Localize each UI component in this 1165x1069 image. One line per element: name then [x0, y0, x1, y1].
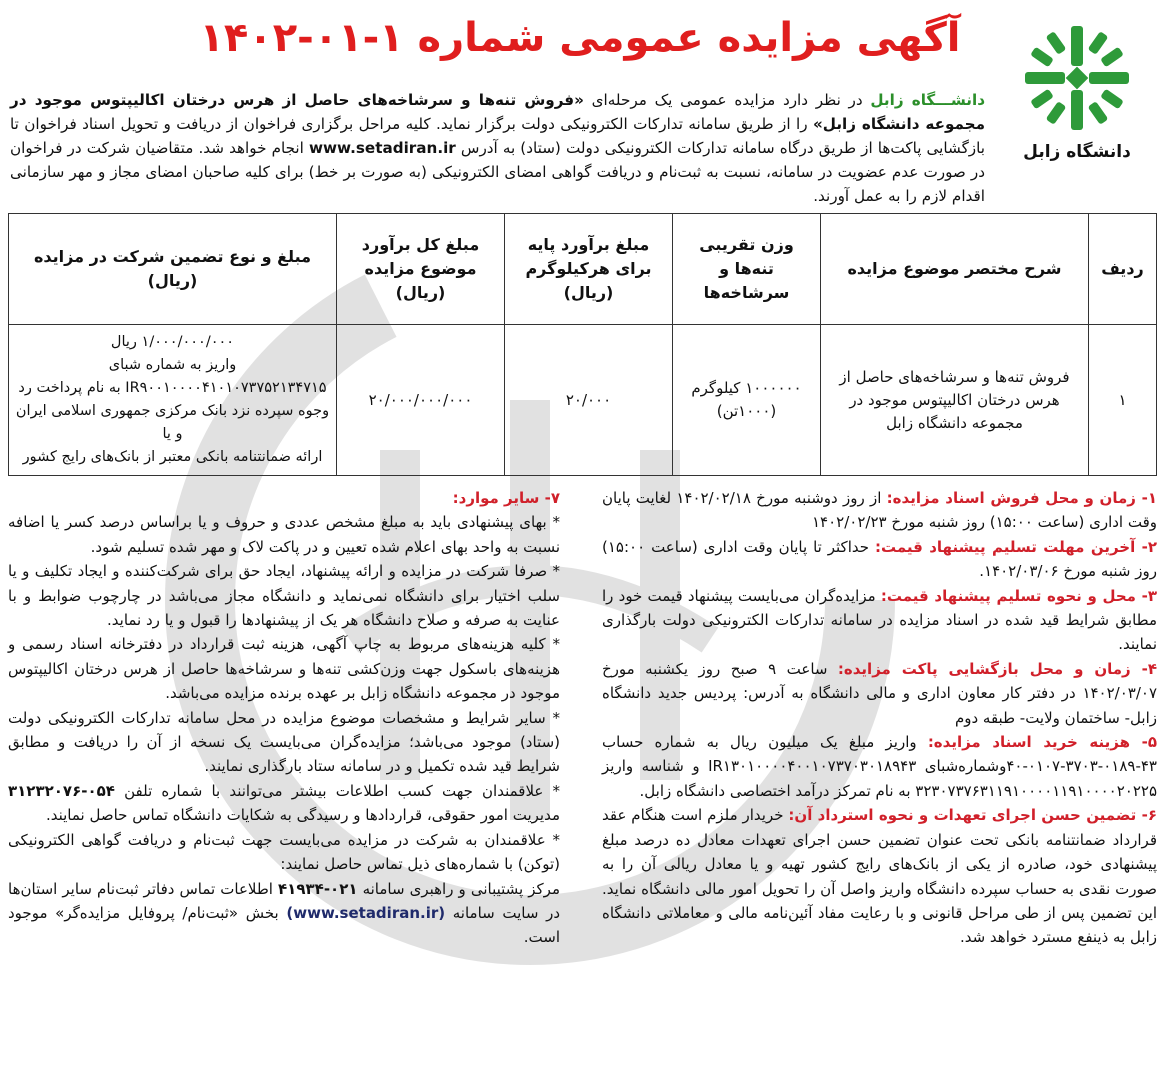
section-1-heading: ۱- زمان و محل فروش اسناد مزایده: [886, 489, 1157, 507]
guarantee-line-5: ارائه ضمانتنامه بانکی معتبر از بانک‌های رایج کشور [22, 449, 323, 465]
section-3-heading: ۳- محل و نحوه تسلیم پیشنهاد قیمت: [880, 586, 1157, 605]
header-row-number: ردیف [1089, 214, 1157, 325]
cell-total-price: ۲۰/۰۰۰/۰۰۰/۰۰۰ [337, 325, 505, 476]
section-6-heading: ۶- تضمین حسن اجرای تعهدات و نحوه استرداد آن: [788, 806, 1157, 825]
section-7-item-1: * بهای پیشنهادی باید به مبلغ مشخص عددی و حروف و یا براساس درصد کسر یا اضافه نسبت به واحد بهای اعلام شده تعیین و در پاکت لاک و مهر شده تسلیم شود. [8, 513, 560, 556]
header-description: شرح مختصر موضوع مزایده [821, 214, 1089, 325]
section-3-text: مزایده‌گران می‌بایست پیشنهاد قیمت خود را مطابق شرایط قید شده در اسناد مزایده در سامانه تدارکات الکترونیکی دولت بارگذاری نمایند. [602, 586, 1157, 654]
setad-website-link[interactable]: (www.setadiran.ir) [286, 903, 446, 922]
intro-text-1: در نظر دارد مزایده عمومی یک مرحله‌ای [583, 91, 871, 109]
item-7-text-a: مرکز پشتیبانی و راهبری سامانه [357, 879, 560, 898]
header-unit-price: مبلغ برآورد پایه برای هرکیلوگرم (ریال) [505, 214, 673, 325]
university-logo [997, 18, 1157, 178]
cell-row-number: ۱ [1089, 325, 1157, 476]
section-5-text: واریز مبلغ یک میلیون ریال به شماره حساب ۴۳-۰۱۸۹-۳۷۰۳-۰۱۰۷-۴۰و‌شماره‌شبای IR۱۳۰۱۰۰۰۰۴۰۰۱۰۷۳۷۰۳۰۱۸۹۴۳ و شناسه واریز ۳۲۳۰۷۳۷۶۳۱۱۹۱۰۰۰۰۱۱۹۱۰۰۰۰۲۰۲۲۵ به نام تمرکز درآمد اختصاصی دانشگاه زابل. [602, 733, 1157, 800]
table-row [9, 325, 1157, 476]
section-7-item-5 [8, 779, 560, 828]
guarantee-iban: IR۹۰۰۱۰۰۰۰۴۱۰۱۰۷۳۷۵۲۱۳۴۷۱۵ به نام پرداخت رد [18, 380, 327, 396]
item-7-text-c: بخش «ثبت‌نام/ پروفایل مزایده‌گر» موجود است. [8, 903, 560, 947]
item-5-text-b: مدیریت امور حقوقی، قراردادها و رسیدگی به شکایات دانشگاه تماس حاصل نمایند. [45, 806, 560, 825]
cell-guarantee [9, 325, 337, 476]
cell-weight-ton: (۱۰۰۰تن) [716, 402, 777, 420]
guarantee-line-4: وجوه سپرده نزد بانک مرکزی جمهوری اسلامی ایران و یا [15, 403, 330, 442]
guarantee-amount: ۱/۰۰۰/۰۰۰/۰۰۰ ریال [110, 334, 235, 350]
item-7-text-b: اطلاعات تماس دفاتر ثبت‌نام سایر استان‌ها در سایت سامانه [8, 879, 560, 922]
section-7-heading: ۷- سایر موارد: [452, 489, 560, 507]
legal-phone-number[interactable]: ۰۵۴-۳۱۲۳۲۰۷۶ [8, 781, 115, 800]
section-4-text: ساعت ۹ صبح روز یکشنبه مورخ ۱۴۰۲/۰۳/۰۷ در دفتر کار معاون اداری و مالی دانشگاه به آدرس: پردیس جدید دانشگاه زابل- ساختمان ولایت- طبقه دوم [602, 659, 1157, 727]
conditions-column-left [8, 486, 560, 950]
guarantee-line-2: واریز به شماره شبای [108, 357, 237, 373]
logo-caption: دانشگاه زابل [1023, 142, 1131, 162]
cell-weight-kg: ۱۰۰۰۰۰۰ کیلوگرم [691, 379, 802, 397]
section-7-item-4: * سایر شرایط و مشخصات موضوع مزایده در محل سامانه تدارکات الکترونیکی دولت (ستاد) موجود می‌باشد؛ مزایده‌گران می‌بایست یک نسخه از آن را دریافت و مطابق شرایط قید شده تکمیل و در سامانه ستاد بارگذاری نمایند. [8, 708, 560, 776]
section-7-item-2: * صرفا شرکت در مزایده و ارائه پیشنهاد، ایجاد حق برای شرکت‌کننده و ایجاد تکلیف و یا سلب اختیار برای دانشگاه نمی‌نماید و دانشگاه مجاز می‌باشد در چارچوب ضوابط و با عنایت به صرفه و صلاح دانشگاه هر یک از پیشنهادها را قبول و یا رد نماید. [8, 562, 560, 630]
section-2-text: حداکثر تا پایان وقت اداری (ساعت ۱۵:۰۰) روز شنبه مورخ ۱۴۰۲/۰۳/۰۶. [602, 537, 1157, 581]
section-7-item-3: * کلیه هزینه‌های مربوط به چاپ آگهی، هزینه ثبت قرارداد در دفترخانه اسناد رسمی و هزینه‌های باسکول جهت وزن‌کشی تنه‌ها و سرشاخه‌ها حاصل از هرس درختان اکالیپتوس موجود در مجموعه دانشگاه زابل بر عهده برنده مزایده می‌باشد. [8, 635, 560, 703]
section-4 [602, 657, 1157, 730]
auction-table [8, 213, 1157, 476]
section-7-item-7 [8, 877, 560, 950]
section-3 [602, 584, 1157, 657]
header-weight: وزن تقریبی تنه‌ها و سرشاخه‌ها [673, 214, 821, 325]
section-5-heading: ۵- هزینه خرید اسناد مزایده: [927, 733, 1157, 752]
section-5 [602, 730, 1157, 803]
section-6-text: خریدار ملزم است هنگام عقد قرارداد ضمانتنامه بانکی تحت عنوان تضمین حسن اجرای تعهدات معادل ده درصد مبلغ پیشنهادی خود، صادره از یکی از بانک‌های رایج کشور تهیه و یا معادل ریالی آن را به صورت نقدی به حساب سپرده دانشگاه واریز واصل آن را تحویل امور مالی دانشگاه نماید. این تضمین پس از طی مراحل قانونی و با رعایت مفاد آئین‌نامه مالی و معاملاتی دانشگاه زابل به ذینفع مسترد خواهد شد. [602, 806, 1157, 947]
university-logo-icon [1017, 18, 1137, 138]
section-7-item-6: * علاقمندان به شرکت در مزایده می‌بایست جهت ثبت‌نام و دریافت گواهی الکترونیکی (توکن) با شماره‌های ذیل تماس حاصل نمایند: [8, 830, 560, 874]
intro-lead: دانشـــگاه زابل [870, 91, 985, 109]
table-header-row [9, 214, 1157, 325]
cell-unit-price: ۲۰/۰۰۰ [505, 325, 673, 476]
header-guarantee: مبلغ و نوع تضمین شرکت در مزایده (ریال) [9, 214, 337, 325]
cell-description: فروش تنه‌ها و سرشاخه‌های حاصل از هرس درختان اکالیپتوس موجود در مجموعه دانشگاه زابل [821, 325, 1089, 476]
section-4-heading: ۴- زمان و محل بازگشایی پاکت مزایده: [837, 659, 1157, 678]
section-1-text: از روز دوشنبه مورخ ۱۴۰۲/۰۲/۱۸ لغایت پایان وقت اداری (ساعت ۱۵:۰۰) روز شنبه مورخ ۱۴۰۲/۰۲/۲۳ [602, 489, 1157, 532]
section-1 [602, 486, 1157, 535]
intro-paragraph [10, 88, 985, 208]
item-5-text-a: * علاقمندان جهت کسب اطلاعات بیشتر می‌توانند با شماره تلفن [114, 781, 560, 800]
page-title: آگهی مزایده عمومی شماره ۱-۰۱-۱۴۰۲ [199, 15, 961, 61]
conditions-column-right [602, 486, 1157, 950]
section-2-heading: ۲- آخرین مهلت تسلیم پیشنهاد قیمت: [874, 537, 1157, 556]
intro-text-3: انجام خواهد شد. متقاضیان شرکت در فراخوان در صورت عدم عضویت در سامانه، نسبت به ثبت‌نام و دریافت گواهی امضای الکترونیکی (به صورت بر خط) برای کلیه صاحبان امضای مجاز و مهر سازمانی اقدام لازم را به عمل آورند. [10, 139, 985, 205]
section-2 [602, 535, 1157, 584]
support-phone-number[interactable]: ۰۲۱-۴۱۹۳۴ [278, 879, 358, 898]
intro-website-link[interactable]: www.setadiran.ir [308, 139, 456, 157]
intro-text-2: را از طریق سامانه تدارکات الکترونیکی دولت برگزار نماید. کلیه مراحل برگزاری فراخوان از دریافت و تحویل اسناد فراخوان تا بازگشایی پاکت‌ها از طریق درگاه سامانه تدارکات الکترونیکی دولت (ستاد) به آدرس [10, 115, 985, 157]
section-6 [602, 803, 1157, 949]
intro-subject: «فروش تنه‌ها و سرشاخه‌های حاصل از هرس درختان اکالیپتوس موجود در مجموعه دانشگاه زابل» [10, 91, 986, 133]
cell-weight [673, 325, 821, 476]
header-total-price: مبلغ کل برآورد موضوع مزایده (ریال) [337, 214, 505, 325]
